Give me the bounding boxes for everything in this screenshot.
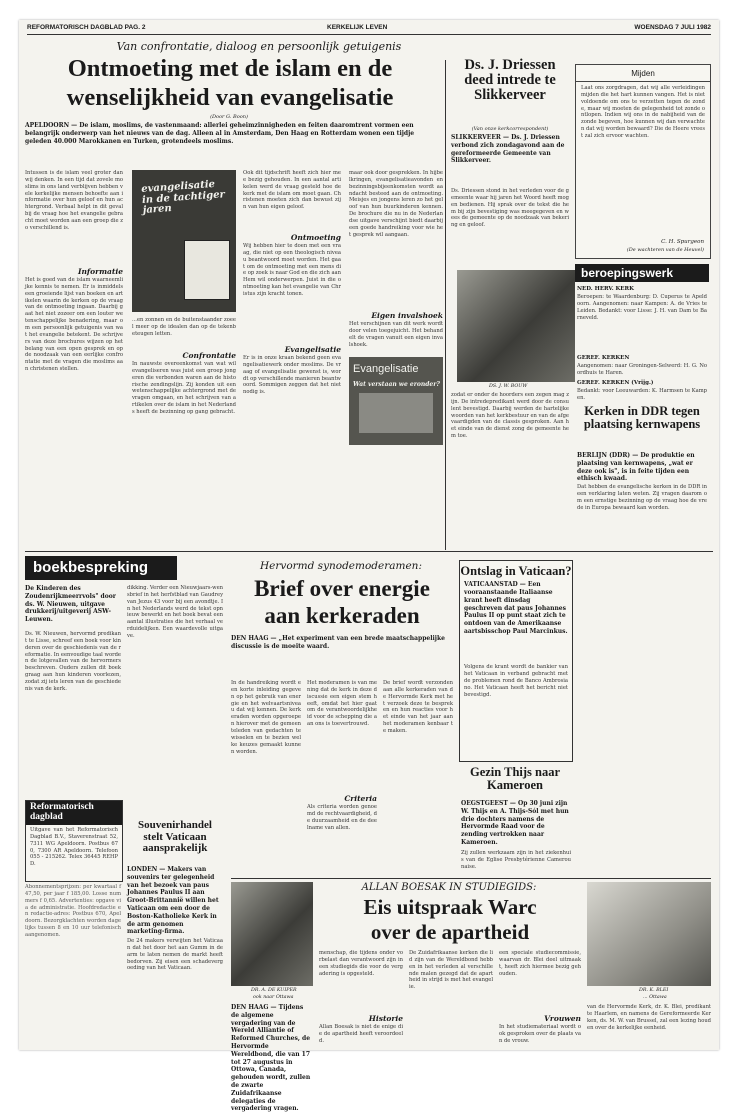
main-col-1b: Het is goed van de islam waarneemlijke kennis te nemen. Er is inmiddels een groeiende lijst van boeken en artikelen waarin de kerken op de vraag van de ontmoeting ingaan. Daarbij gaat het niet zozeer om een louter wetenschappelijke benadering, maar om een persoonlijk getuigenis van wat het evangelie betekent. De schrijvers van deze brochures wijzen op het belang van een open gesprek en op de noodzaak van een eerlijke confrontatie met de vragen die moslims aan christenen stellen. [25, 277, 124, 373]
kerken-ddr-lead: BERLIJN (DDR) — De produktie en plaatsing van kernwapens, „wat er deze ook is", is in feite tijden een ethisch kwaad. [577, 452, 695, 483]
synode-col-1: In de handreiking wordt een korte inleiding gegeven op het gebruik van energie en het welvaartsniveau dat wij kennen. De kerkeraden worden opgeroepen hierover met de gemeenteleden van gedachten te wisselen en te bezien welke keuzes gemaakt kunnen worden. [231, 680, 301, 755]
driessen-col-a: Ds. Driessen stond in het verleden voor de gemeente waar hij jaren het Woord heeft mogen bedienen. Hij sprak over de tekst die hem bij zijn bevestiging was meegegeven en wees de gemeente op de noodzaak van bekering en geloof. [451, 188, 569, 229]
driessen-headline: Ds. J. Driessen deed intrede te Slikkerveer [464, 57, 556, 104]
synode-headline-2: aan kerkeraden [264, 603, 420, 628]
blei-photo [587, 882, 711, 986]
main-headline-1: Ontmoeting met de islam en de [67, 55, 393, 82]
evangelisatie-poster [132, 170, 236, 312]
mijden-box [575, 64, 711, 259]
main-byline: (Door G. Boon) [210, 114, 248, 120]
refdag-small-print: Abonnementsprijzen: per kwartaal f 47,50, per jaar f 185,00. Losse nummers f 0,65. Advertenties: opgave via de administratie. Hoofdredactie en redactie-adres: Postbus 670, Apeldoorn. Bezorgklachten worden dagelijks tussen 8 en 10 uur telefonisch aangenomen. [25, 884, 121, 939]
subhead-ontmoeting: Ontmoeting [290, 233, 341, 242]
synode-kicker: Hervormd synodemoderamen: [260, 560, 422, 572]
synode-col-2b: Als criteria worden genoemd de rechtvaardigheid, de duurzaamheid en de deelname van allen. [307, 804, 377, 831]
subhead-criteria: Criteria [344, 794, 377, 803]
poster-figure [184, 240, 230, 300]
book-illustration [359, 393, 433, 433]
boekbespreking-band: boekbespreking [25, 556, 177, 580]
synode-headline-1: Brief over energie [254, 576, 430, 601]
bouw-portrait-photo [457, 270, 575, 382]
beroep-text-1: Beroepen: te Waardenburg: D. Cuperus te Apeldoorn. Aangenomen: naar Kampen: A. de Vries te Leiden. Bedankt: voor Lisse: J. H. van Dam te Barneveld. [577, 294, 707, 321]
refdag-colophon [25, 800, 123, 882]
driessen-lead: SLIKKERVEER — Ds. J. Driessen verbond zich zondagavond aan de gereformeerde Gemeente van Slikkerveer. [451, 134, 565, 165]
book-title: Evangelisatie [353, 363, 419, 375]
main-col-3b: Wij hebben hier te doen met een vraag, die niet op een theologisch niveau beantwoord moet worden. Het gaat om de ontmoeting met een mens die op zoek is naar God en die zich aan Hem wil onderwerpen. Juist in die ontmoeting kan het evangelie van Christus zijn kracht tonen. [243, 243, 341, 298]
subhead-evangelisatie: Evangelisatie [284, 345, 341, 354]
souvenir-headline: Souvenirhandel stelt Vaticaan aansprakelijk [138, 819, 212, 855]
gezin-headline: Gezin Thijs naar Kameroen [469, 765, 561, 793]
ontslag-lead: VATICAANSTAD — Een vooraanstaande Italiaanse krant heeft dinsdag geschreven dat paus Johannes Paulus II op punt staat zich te ontdoen van de Amerikaanse aartsbisschop Paul Marcinkus. [464, 581, 568, 635]
beroep-section-2: GEREF. KERKEN [577, 355, 630, 361]
mijden-body: Laat ons zorgdragen, dat wij alle verleidingen mijden die het hart kunnen vangen. Het is niet voldoende om ons te verzetten tegen de zonde, maar wij moeten de gelegenheid tot zonde ontlopen. Indien wij ons in de nabijheid van de zonde begeven, hoe kunnen wij dan verwachten dat wij worden bewaard? Die de Heere vreest zal zich ervoor wachten. [581, 85, 705, 140]
masthead-right: WOENSDAG 7 JULI 1982 [634, 24, 711, 31]
section-rule [25, 551, 713, 552]
boesak-col-1b: Allan Boesak is niet de enige die de apartheid heeft veroordeeld. [319, 1024, 403, 1044]
main-col-4b: Het verschijnen van dit werk wordt door velen toegejuicht. Het behandelt de vragen vanuit een eigen invalshoek. [349, 321, 443, 348]
subhead-eigen-invalshoek: Eigen invalshoek [371, 311, 443, 320]
main-lead: APELDOORN — De islam, moslims, de vastenmaand: allerlei geheimzinnigheden en feiten daaromtrent vormen een belangrijk onderwerp van het nieuws van de dag. Alleen al in Amsterdam, Den Haag en Rotterdam wonen een tijdje geleden 40.000 Marokkanen en Turken, grotendeels moslims. [25, 122, 415, 145]
main-col-1a: Intussen is de islam veel groter dan wij denken. In een tijd dat zovele moslims in ons land verblijven hebben vele kerkelijke mensen behoefte aan informatie over hun geloof en hun achtergrond. Verbaal helpt in dit geval bij de vraag hoe het evangelie gebracht moet worden aan een groep die zo verschillend is. [25, 170, 123, 231]
main-headline-2: wenselijkheid van evangelisatie [66, 84, 394, 111]
driessen-source: (Van onze kerkcorrespondent) [471, 126, 549, 132]
boesak-col-4: van de Hervormde Kerk, dr. K. Blei, predikant te Haarlem, en namens de Gereformeerde Kerken, ds. M. W. van Brussel, zal een lezing houden over de kerkelijke eenheid. [587, 1004, 711, 1031]
blei-caption-2: ... Ottawa [643, 995, 667, 1000]
boesak-col-1: menschap, die tijdens onder vorbelast dan verantwoord zijn in een studiegids die voor de vergadering is opgesteld. [319, 950, 403, 977]
mijden-title: Mijden [576, 65, 710, 82]
souvenir-lead: LONDEN — Makers van souvenirs ter gelegenheid van het bezoek van paus Johannes Paulus II aan Groot-Brittannië willen het Vaticaan om een door de Boston-Katholieke Kerk in de arm genomen marketing-firma. [127, 866, 219, 936]
beroep-section-3: GEREF. KERKEN (Vrijg.) [577, 380, 654, 386]
masthead-center: KERKELIJK LEVEN [327, 24, 388, 31]
synode-col-2: Het moderamen is van mening dat de kerk in deze discussie een eigen stem heeft, omdat het hier gaat om de verantwoordelijkheid voor de schepping die aan ons is toevertrouwd. [307, 680, 377, 728]
gezin-body: Zij zullen werkzaam zijn in het ziekenhuis van de Eglise Presbytérienne Camerounaise. [461, 850, 571, 870]
newspaper-page [19, 20, 719, 1113]
synode-col-3: De brief wordt verzonden aan alle kerkeraden van de Hervormde Kerk met het verzoek deze te bespreken en hun reacties voor het einde van het jaar aan het moderamen kenbaar te maken. [383, 680, 453, 735]
ontslag-headline: Ontslag in Vaticaan? [460, 564, 572, 578]
ontslag-box [459, 560, 573, 762]
kerken-ddr-body: Dat hebben de evangelische kerken in de DDR in een verklaring laten weten. Zij vragen daarom om een ernstige bezinning op de vraag hoe de vrede in Europa bewaard kan worden. [577, 484, 707, 511]
de-kuiper-caption-2: ook naar Ottawa [253, 995, 294, 1000]
gezin-lead: OEGSTGEEST — Op 30 juni zijn W. Thijs en A. Thijs-Sól met hun drie dochters namens de Hervormde Raad voor de zending vertrokken naar Kameroen. [461, 800, 569, 846]
book-subtitle: Wat verstaan we eronder? [353, 381, 440, 388]
blei-caption: DR. K. BLEI [639, 988, 669, 993]
boesak-col-2: De Zuidafrikaanse kerken die lid zijn van de Wereldbond hebben in het verleden al verschillende malen gezegd dat de apartheid in strijd is met het evangelie. [409, 950, 493, 991]
boesak-kicker: ALLAN BOESAK IN STUDIEGIDS: [361, 882, 537, 893]
subhead-confrontatie: Confrontatie [182, 351, 236, 360]
masthead [27, 22, 711, 35]
main-col-2: In nauwste overeenkomst van wat wil evangeliseren was juist een groep jongeren die verbonden waren aan de historische zendingslijn. Zij konden uit een wetenschappelijke achtergrond met de vragen omgaan, en het schrijven van artikelen over de islam in het Nederlands heeft de bezinning op gang gebracht. [132, 361, 236, 416]
de-kuiper-caption: DR. A. DE KUIPER [251, 988, 297, 993]
beroep-section-1: NED. HERV. KERK [577, 286, 634, 292]
boesak-rule [231, 878, 711, 879]
evangelisatie-book-cover [349, 357, 443, 445]
boesak-headline-1: Eis uitspraak Warc [363, 895, 537, 919]
souvenir-body: De 24 makers verwijten het Vaticaan dat het door het aan Gumm in de arm te laten nemen de markt heeft bedorven. Zij eisen een schadevergoeding van het Vaticaan. [127, 938, 223, 972]
kerken-ddr-headline: Kerken in DDR tegen plaatsing kernwapens [583, 404, 701, 432]
boek-lead: De Kinderen des Zoudenrijkmeerrvols" door ds. W. Nieuwen, uitgave drukkerij/uitgeverij ASW-Leuwen. [25, 585, 116, 624]
synode-lead: DEN HAAG — „Het experiment van een brede maatschappelijke discussie is de moeite waard. [231, 635, 445, 650]
main-col-3a: Ook dit tijdschrift heeft zich hier mee bezig gehouden. In een aantal artikelen werd de vraag gesteld hoe de kerk met de islam om moet gaan. Christenen moeten zich dan bewust zijn van hun eigen geloof. [243, 170, 341, 211]
column-rule [445, 60, 446, 550]
main-col-3c: Er is in onze kraan bekend geen evangelisatiewerk onder moslims. De vraag of evangelisatie gewenst is, wordt op verschillende manieren beantwoord. Sommigen zeggen dat het niet nodig is. [243, 355, 341, 396]
boek-col-2: dikking. Verder een Nieuwjaars-wensbrief in het herfstblad van Gaudrey van Jezus 43 voor bij een avondtje. In het Nederlands werd de tekst opnieuw bewerkt en het boek bevat een aantal illustraties die het verhaal verduidelijken. Een waardevolle uitgave. [127, 585, 223, 640]
beroep-text-3: Bedankt: voor Leeuwarden: K. Harmsen te Kampen. [577, 388, 707, 401]
mijden-signature-note: (De wachteren van de Heuvel) [626, 247, 704, 253]
mijden-signature: C. H. Spurgeon [661, 239, 704, 245]
ontslag-body: Volgens de krant wordt de bankier van het Vaticaan in verband gebracht met de problemen rond de Banco Ambrosiano. Het Vaticaan heeft het bericht niet bevestigd. [464, 664, 568, 698]
boesak-headline-2: over de apartheid [370, 920, 530, 944]
main-kicker: Van confrontatie, dialoog en persoonlijk getuigenis [116, 40, 402, 53]
poster-caption: ...en zonnen en de buitenstaander zoeel meer op de idealen dan op de tekenbeteugen letten. [132, 317, 236, 337]
driessen-col-b: zodat er onder de hoorders een zegen mag zijn. De intredepredikant werd door de consulent bevestigd. Daarbij werden de hartelijke woorden van het kerkbestuur en van de afgevaardigden van de classis gesproken. Aan het einde van de dienst zong de gemeente hem toe. [451, 392, 570, 440]
subhead-informatie: Informatie [77, 267, 123, 276]
main-col-4a: maar ook door gesprekken. In hijbelkringen, evangelisatieavonden en bezinningsbijeenkomsten wordt aandacht besteed aan de ontmoeting. Meisjes en jongens leren zo het geloof van hun buurkinderen kennen. De brochure die nu in de Nederlandse uitgave verschijnt biedt daarbij een goede handreiking voor wie het gesprek wil aangaan. [349, 170, 443, 238]
boek-col-1: Ds. W. Nieuwen, hervormd predikant te Lisse, schreef een boek voor kinderen over de geschiedenis van de reformatie. In eenvoudige taal worden de lotgevallen van de hervormers beschreven. Ouders zullen dit boek graag aan hun kinderen voorlezen, zodat zij iets leren van de geschiedenis van de kerk. [25, 631, 121, 692]
subhead-vrouwen: Vrouwen [544, 1014, 581, 1023]
masthead-left: REFORMATORISCH DAGBLAD PAG. 2 [27, 24, 146, 31]
subhead-historie: Historie [368, 1014, 403, 1023]
de-kuiper-photo [231, 882, 313, 986]
refdag-details: Uitgave van het Reformatorisch Dagblad B.V., Staverenstraat 52, 7311 WG Apeldoorn. Postbus 670, 7300 AR Apeldoorn. Telefoon 055 - 215262. Telex 36445 REHPD. [30, 826, 118, 868]
poster-title: evangelisatie in de tachtiger jaren [140, 178, 226, 216]
refdag-title-1: Reformatorisch [30, 802, 94, 812]
bouw-photo-caption: DS. J. W. BOUW [489, 384, 528, 389]
boesak-lead: DEN HAAG — Tijdens de algemene vergadering van de Wereld Alliantie of Reformed Churches, de Hervormde Wereldbond, die van 17 tot 27 augustus in Ottowa, Canada, gehouden wordt, zullen de zwarte Zuidafrikaanse delegaties de vergadering vragen. [231, 1004, 311, 1113]
refdag-title-2: dagblad [30, 811, 63, 822]
boesak-col-3: een speciale studiecommissie, waarvan dr. Blei deel uitmaakt, heeft zich hiermee bezig gehouden. [499, 950, 581, 977]
boesak-col-3b: In het studiemateriaal wordt ook gesproken over de plaats van de vrouw. [499, 1024, 581, 1044]
beroep-text-2: Aangenomen: naar Groningen-Selwerd: H. G. Noordhuis te Haren. [577, 363, 707, 376]
beroepingswerk-band: beroepingswerk [575, 264, 709, 282]
